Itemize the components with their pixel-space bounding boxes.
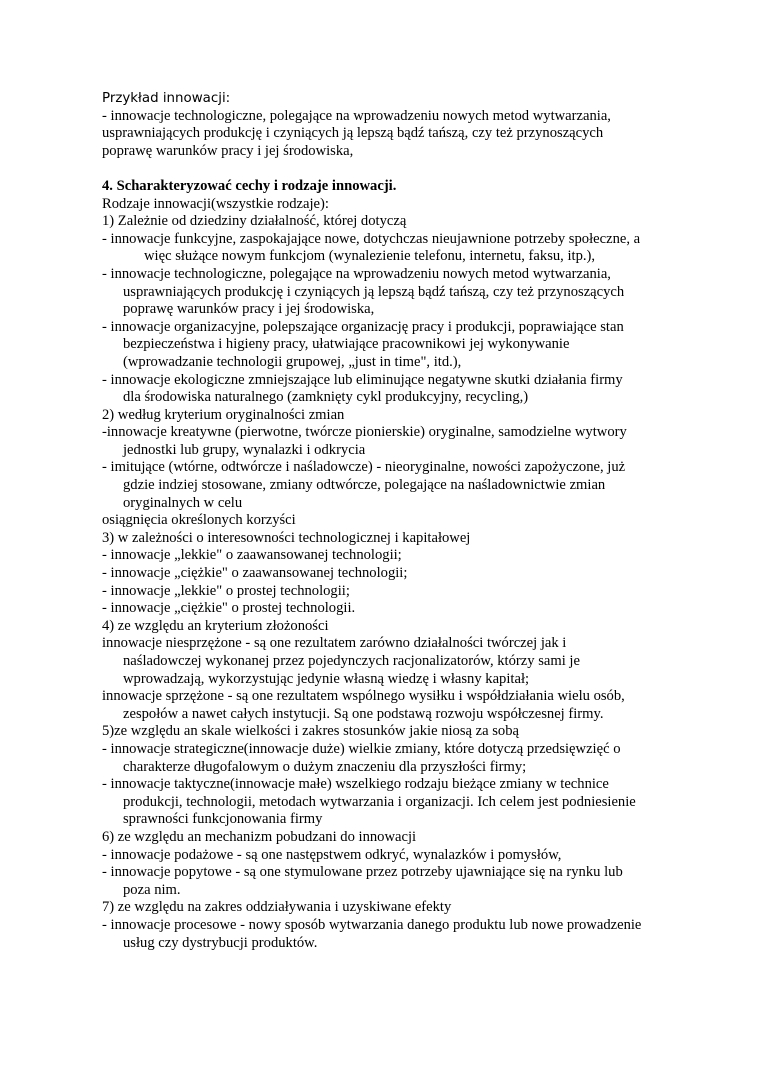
list-item-line: - imitujące (wtórne, odtwórcze i naśladowcze) - nieoryginalne, nowości zapożyczone, już: [102, 459, 626, 476]
list-item: [102, 372, 682, 407]
example-line: usprawniających produkcję i czyniących ją lepszą bądź tańszą, czy też przynoszących: [102, 125, 604, 142]
list-item-line: - innowacje ekologiczne zmniejszające lub eliminujące negatywne skutki działania firmy: [102, 371, 623, 388]
group-title: 5)ze względu an skale wielkości i zakres stosunków jakie niosą za sobą: [102, 723, 520, 740]
example-line: poprawę warunków pracy i jej środowiska,: [102, 142, 354, 159]
list-item-line: więc służące nowym funkcjom (wynalezienie telefonu, internetu, faksu, itp.),: [144, 248, 596, 265]
list-item-line: - innowacje taktyczne(innowacje małe) wszelkiego rodzaju bieżące zmiany w technice: [102, 776, 609, 793]
list-item: [102, 917, 682, 952]
group-tail: osiągnięcia określonych korzyści: [102, 512, 296, 529]
list-item-line: charakterze długofalowym o dużym znaczeniu dla przyszłości firmy;: [123, 758, 527, 775]
list-item: [102, 266, 682, 319]
list-item-line: innowacje sprzężone - są one rezultatem wspólnego wysiłku i współdziałania wielu osób,: [102, 688, 625, 705]
list-item-line: bezpieczeństwa i higieny pracy, ułatwiające pracownikowi jej wykonywanie: [123, 336, 570, 353]
list-item-line: poza nim.: [123, 881, 181, 898]
list-item-line: - innowacje technologiczne, polegające na wprowadzeniu nowych metod wytwarzania,: [102, 265, 611, 282]
section-intro: Rodzaje innowacji(wszystkie rodzaje):: [102, 195, 329, 212]
list-item: [102, 231, 682, 266]
list-item: [102, 459, 682, 512]
group-title: 7) ze względu na zakres oddziaływania i uzyskiwane efekty: [102, 899, 452, 916]
list-item-line: usprawniających produkcję i czyniących ją lepszą bądź tańszą, czy też przynoszących: [123, 283, 625, 300]
group-title: 1) Zależnie od dziedziny działalność, której dotyczą: [102, 213, 407, 230]
list-item-line: - innowacje procesowe - nowy sposób wytwarzania danego produktu lub nowe prowadzenie: [102, 916, 642, 933]
list-item-line: innowacje niesprzężone - są one rezultatem zarówno działalności twórczej jak i: [102, 635, 567, 652]
list-item-line: jednostki lub grupy, wynalazki i odkrycia: [123, 441, 366, 458]
blank-line: [102, 160, 682, 178]
list-item: [102, 741, 682, 776]
example-heading: Przykład innowacji:: [102, 91, 231, 106]
list-item: [102, 319, 682, 372]
list-item-line: produkcji, technologii, metodach wytwarzania i organizacji. Ich celem jest podniesienie: [123, 793, 636, 810]
list-item: [102, 424, 682, 459]
list-item: [102, 635, 682, 688]
list-item-line: usług czy dystrybucji produktów.: [123, 934, 318, 951]
list-item: [102, 688, 682, 723]
group-title: 3) w zależności o interesowności technologicznej i kapitałowej: [102, 529, 471, 546]
list-item: - innowacje „lekkie" o zaawansowanej technologii;: [102, 547, 402, 564]
group-title: 4) ze względu an kryterium złożoności: [102, 617, 329, 634]
list-item: [102, 847, 682, 865]
section-title: 4. Scharakteryzować cechy i rodzaje innowacji.: [102, 177, 397, 194]
document-body: [102, 90, 682, 952]
list-item-line: sprawności funkcjonowania firmy: [123, 811, 323, 828]
list-item-line: oryginalnych w celu: [123, 494, 243, 511]
group-title: 6) ze względu an mechanizm pobudzani do innowacji: [102, 828, 417, 845]
list-item-line: - innowacje podażowe - są one następstwem odkryć, wynalazków i pomysłów,: [102, 846, 562, 863]
list-item-line: gdzie indziej stosowane, zmiany odtwórcze, polegające na naśladownictwie zmian: [123, 477, 606, 494]
list-item: - innowacje „ciężkie" o prostej technologii.: [102, 600, 356, 617]
list-item: - innowacje „ciężkie" o zaawansowanej technologii;: [102, 565, 408, 582]
list-item-line: dla środowiska naturalnego (zamknięty cykl produkcyjny, recycling,): [123, 389, 529, 406]
list-item-line: - innowacje organizacyjne, polepszające organizację pracy i produkcji, poprawiające stan: [102, 318, 624, 335]
list-item: [102, 864, 682, 899]
list-item-line: - innowacje strategiczne(innowacje duże) wielkie zmiany, które dotyczą przedsięwzięć o: [102, 740, 621, 757]
list-item-line: zespołów a nawet całych instytucji. Są one podstawą rozwoju współczesnej firmy.: [123, 705, 604, 722]
list-item-line: - innowacje funkcyjne, zaspokajające nowe, dotychczas nieujawnione potrzeby społeczne, a: [102, 230, 641, 247]
group-title: 2) według kryterium oryginalności zmian: [102, 406, 345, 423]
list-item: [102, 776, 682, 829]
list-item-line: wprowadzają, wykorzystując jedynie własną wiedzę i własny kapitał;: [123, 670, 530, 687]
example-line: - innowacje technologiczne, polegające na wprowadzeniu nowych metod wytwarzania,: [102, 107, 611, 124]
list-item-line: poprawę warunków pracy i jej środowiska,: [123, 301, 375, 318]
list-item-line: naśladowczej wykonanej przez pojedynczych racjonalizatorów, którzy sami je: [123, 653, 580, 669]
list-item-line: (wprowadzanie technologii grupowej, „just in time", itd.),: [123, 353, 462, 370]
list-item-line: - innowacje popytowe - są one stymulowane przez potrzeby ujawniające się na rynku lub: [102, 864, 623, 881]
list-item: - innowacje „lekkie" o prostej technologii;: [102, 582, 350, 599]
list-item-line: -innowacje kreatywne (pierwotne, twórcze pionierskie) oryginalne, samodzielne wytwory: [102, 424, 627, 441]
